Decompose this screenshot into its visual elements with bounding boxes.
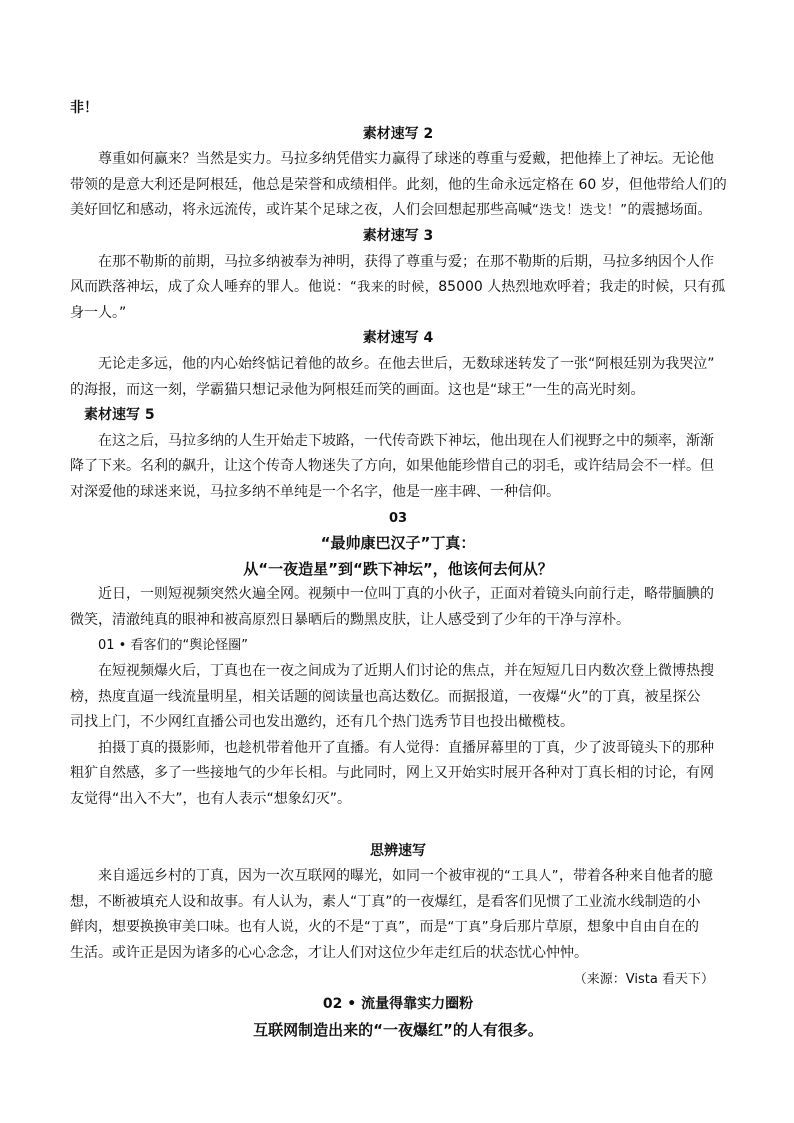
quote-span: “我来的时候，	[350, 280, 439, 296]
section-heading: 素材速写 5	[84, 407, 155, 424]
section-heading: 思辨速写	[370, 842, 426, 859]
text-span: 风而跌落神坛，成了众人唾弃的罪人。他说：	[70, 279, 350, 296]
text-span: ，带着各种来自他者的臆	[558, 868, 713, 885]
text-line	[70, 915, 726, 941]
text-line: 降了下来。名利的飙升，让这个传奇人物迷失了方向，如果他能珍惜自己的羽毛，或许结局会不一样。但	[70, 458, 714, 475]
subsection-lead: 互联网制造出来的“一夜爆红”的人有很多。	[253, 1020, 543, 1039]
document-page	[70, 96, 726, 1043]
text-line	[70, 864, 726, 890]
text-line: 微笑，清澈纯真的眼神和被高原烈日暴晒后的黝黑皮肤，让人感受到了少年的干净与淳朴。	[70, 611, 630, 628]
text-span: 来自遥远乡村的丁真，因为一次互联网的曝光，如同一个被审视的	[98, 868, 504, 885]
blank-line	[70, 813, 726, 839]
text-line: 身一人。”	[70, 304, 127, 321]
source-note: （来源：Vista 看天下）	[573, 971, 714, 987]
article-title: “最帅康巴汉子”丁真：	[320, 534, 476, 553]
section-heading: 素材速写 2	[362, 125, 434, 142]
text-span: 美好回忆和感动，将永远流传，或许某个足球之夜，人们会回想起那些高喊	[70, 202, 532, 219]
text-line: 榜，热度直逼一线流量明星，相关话题的阅读量也高达数亿。而据报道，一夜爆“火”的丁真，被星探公	[70, 688, 701, 705]
text-line: 友觉得“出入不大”，也有人表示“想象幻灭”。	[70, 791, 352, 808]
text-line: 生活。或许正是因为诸多的心心念念，才让人们对这位少年走红后的状态忧心忡忡。	[70, 945, 588, 961]
text-line: 无论走多远，他的内心始终惦记着他的故乡。在他去世后，无数球迷转发了一张“阿根廷别为我哭泣”	[98, 355, 715, 372]
text-line: 带领的是意大利还是阿根廷，他总是荣誉和成绩相伴。此刻，他的生命永远定格在 60 岁，但他带给人们的	[70, 176, 727, 193]
section-heading: 素材速写 3	[362, 227, 434, 244]
article-subtitle: 从“一夜造星”到“跌下神坛”，他该何去何从？	[243, 559, 553, 578]
text-span: 身后那片草原，想象中自由自在的	[488, 919, 699, 936]
subsection-heading: 01 • 看客们的“舆论怪圈”	[98, 638, 248, 654]
text-span: 的震撼场面。	[627, 202, 712, 219]
text-line: 在短视频爆火后，丁真也在一夜之间成为了近期人们讨论的焦点，并在短短几日内数次登上微博热搜	[98, 663, 714, 680]
section-number: 03	[388, 510, 408, 526]
text-span: 85000 人热烈地欢呼着；我走的时候，只有孤	[438, 279, 726, 296]
text-line: 尊重如何赢来？当然是实力。马拉多纳凭借实力赢得了球迷的尊重与爱戴，把他捧上了神坛。无论他	[98, 151, 714, 168]
text-line: 想，不断被填充人设和故事。有人认为，素人“丁真”的一夜爆红，是看客们见惯了工业流水线制造的小	[70, 893, 701, 910]
text-span: 鲜肉，想要换换审美口味。也有人说，火的不是	[70, 919, 364, 936]
text-line: 在那不勒斯的前期，马拉多纳被奉为神明，获得了尊重与爱；在那不勒斯的后期，马拉多纳因个人作	[98, 253, 714, 270]
text-line: 司找上门，不少网红直播公司也发出邀约，还有几个热门选秀节目也投出橄榄枝。	[70, 714, 574, 731]
text-line: 的海报，而这一刻，学霸猫只想记录他为阿根廷而笑的画面。这也是“球王”一生的高光时刻。	[70, 381, 645, 398]
text-line: 粗犷自然感，多了一些接地气的少年长相。与此同时，网上又开始实时展开各种对丁真长相的讨论，有网	[70, 765, 714, 782]
quote-span: “工具人”	[504, 869, 559, 885]
text-line: 对深爱他的球迷来说，马拉多纳不单纯是一个名字，他是一座丰碑、一种信仰。	[70, 483, 560, 500]
text-line: 在这之后，马拉多纳的人生开始走下坡路，一代传奇跌下神坛，他出现在人们视野之中的频率，渐渐	[98, 432, 714, 449]
quote-span: “丁真”	[364, 920, 406, 936]
quote-span: “丁真”	[447, 920, 489, 936]
text-line	[70, 198, 726, 224]
quote-span: “迭戈！迭戈！”	[532, 203, 628, 219]
text-line	[70, 275, 726, 301]
text-span: ，而是	[405, 919, 448, 936]
section-heading: 素材速写 4	[362, 330, 434, 347]
text-line: 非！	[70, 100, 98, 116]
subsection-heading: 02 • 流量得靠实力圈粉	[322, 996, 474, 1013]
text-line: 近日，一则短视频突然火遍全网。视频中一位叫丁真的小伙子，正面对着镜头向前行走，略带腼腆的	[98, 586, 714, 603]
text-line: 拍摄丁真的摄影师，也趁机带着他开了直播。有人觉得：直播屏幕里的丁真，少了波哥镜头下的那种	[98, 739, 714, 756]
